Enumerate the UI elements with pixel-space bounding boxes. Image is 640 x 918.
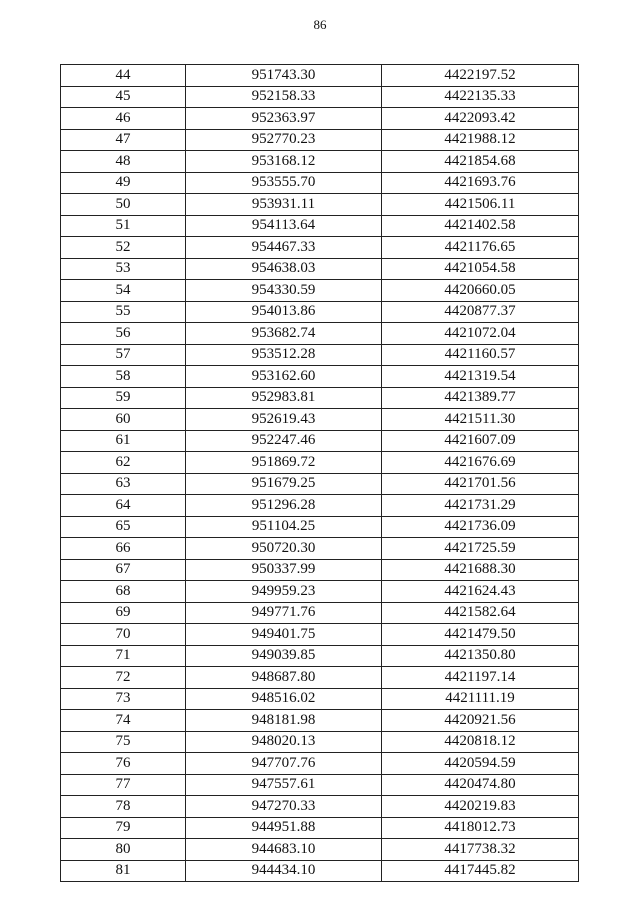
point-number-cell: 80 xyxy=(61,839,186,861)
table-row xyxy=(61,344,579,366)
x-coordinate-cell: 953682.74 xyxy=(186,323,382,345)
x-coordinate-cell: 952983.81 xyxy=(186,387,382,409)
x-coordinate-cell: 953162.60 xyxy=(186,366,382,388)
y-coordinate-cell: 4421479.50 xyxy=(382,624,579,646)
point-number-cell: 76 xyxy=(61,753,186,775)
x-coordinate-cell: 950337.99 xyxy=(186,559,382,581)
point-number-cell: 81 xyxy=(61,860,186,882)
point-number-cell: 44 xyxy=(61,65,186,87)
coordinates-table-body xyxy=(61,65,579,882)
table-row xyxy=(61,280,579,302)
point-number-cell: 54 xyxy=(61,280,186,302)
y-coordinate-cell: 4421319.54 xyxy=(382,366,579,388)
y-coordinate-cell: 4420219.83 xyxy=(382,796,579,818)
table-row xyxy=(61,65,579,87)
point-number-cell: 61 xyxy=(61,430,186,452)
x-coordinate-cell: 947270.33 xyxy=(186,796,382,818)
table-row xyxy=(61,796,579,818)
y-coordinate-cell: 4421688.30 xyxy=(382,559,579,581)
x-coordinate-cell: 949039.85 xyxy=(186,645,382,667)
point-number-cell: 62 xyxy=(61,452,186,474)
table-row xyxy=(61,409,579,431)
y-coordinate-cell: 4421736.09 xyxy=(382,516,579,538)
table-row xyxy=(61,839,579,861)
x-coordinate-cell: 953931.11 xyxy=(186,194,382,216)
x-coordinate-cell: 949959.23 xyxy=(186,581,382,603)
table-row xyxy=(61,774,579,796)
point-number-cell: 47 xyxy=(61,129,186,151)
y-coordinate-cell: 4421350.80 xyxy=(382,645,579,667)
y-coordinate-cell: 4421988.12 xyxy=(382,129,579,151)
y-coordinate-cell: 4421389.77 xyxy=(382,387,579,409)
y-coordinate-cell: 4420818.12 xyxy=(382,731,579,753)
page-number: 86 xyxy=(313,17,327,32)
table-row xyxy=(61,667,579,689)
table-row xyxy=(61,151,579,173)
y-coordinate-cell: 4421624.43 xyxy=(382,581,579,603)
x-coordinate-cell: 954638.03 xyxy=(186,258,382,280)
point-number-cell: 66 xyxy=(61,538,186,560)
point-number-cell: 74 xyxy=(61,710,186,732)
x-coordinate-cell: 949401.75 xyxy=(186,624,382,646)
x-coordinate-cell: 952363.97 xyxy=(186,108,382,130)
x-coordinate-cell: 944683.10 xyxy=(186,839,382,861)
y-coordinate-cell: 4421731.29 xyxy=(382,495,579,517)
point-number-cell: 58 xyxy=(61,366,186,388)
y-coordinate-cell: 4421854.68 xyxy=(382,151,579,173)
table-row xyxy=(61,323,579,345)
x-coordinate-cell: 954330.59 xyxy=(186,280,382,302)
table-row xyxy=(61,129,579,151)
table-row xyxy=(61,452,579,474)
x-coordinate-cell: 953555.70 xyxy=(186,172,382,194)
table-row xyxy=(61,688,579,710)
table-row xyxy=(61,430,579,452)
point-number-cell: 72 xyxy=(61,667,186,689)
x-coordinate-cell: 951743.30 xyxy=(186,65,382,87)
point-number-cell: 51 xyxy=(61,215,186,237)
y-coordinate-cell: 4421402.58 xyxy=(382,215,579,237)
point-number-cell: 59 xyxy=(61,387,186,409)
table-row xyxy=(61,473,579,495)
point-number-cell: 56 xyxy=(61,323,186,345)
table-row xyxy=(61,495,579,517)
point-number-cell: 68 xyxy=(61,581,186,603)
y-coordinate-cell: 4421582.64 xyxy=(382,602,579,624)
table-row xyxy=(61,817,579,839)
x-coordinate-cell: 944951.88 xyxy=(186,817,382,839)
point-number-cell: 78 xyxy=(61,796,186,818)
y-coordinate-cell: 4421111.19 xyxy=(382,688,579,710)
point-number-cell: 64 xyxy=(61,495,186,517)
y-coordinate-cell: 4421197.14 xyxy=(382,667,579,689)
table-row xyxy=(61,301,579,323)
table-row xyxy=(61,538,579,560)
x-coordinate-cell: 948687.80 xyxy=(186,667,382,689)
x-coordinate-cell: 951869.72 xyxy=(186,452,382,474)
point-number-cell: 71 xyxy=(61,645,186,667)
y-coordinate-cell: 4421506.11 xyxy=(382,194,579,216)
table-row xyxy=(61,86,579,108)
x-coordinate-cell: 951104.25 xyxy=(186,516,382,538)
x-coordinate-cell: 948516.02 xyxy=(186,688,382,710)
y-coordinate-cell: 4422093.42 xyxy=(382,108,579,130)
y-coordinate-cell: 4421676.69 xyxy=(382,452,579,474)
table-row xyxy=(61,602,579,624)
y-coordinate-cell: 4420660.05 xyxy=(382,280,579,302)
table-row xyxy=(61,366,579,388)
table-row xyxy=(61,731,579,753)
point-number-cell: 73 xyxy=(61,688,186,710)
point-number-cell: 65 xyxy=(61,516,186,538)
y-coordinate-cell: 4420877.37 xyxy=(382,301,579,323)
x-coordinate-cell: 948020.13 xyxy=(186,731,382,753)
table-row xyxy=(61,258,579,280)
point-number-cell: 53 xyxy=(61,258,186,280)
table-row xyxy=(61,108,579,130)
coordinates-table xyxy=(60,64,579,882)
x-coordinate-cell: 951296.28 xyxy=(186,495,382,517)
y-coordinate-cell: 4420921.56 xyxy=(382,710,579,732)
x-coordinate-cell: 950720.30 xyxy=(186,538,382,560)
point-number-cell: 67 xyxy=(61,559,186,581)
y-coordinate-cell: 4421701.56 xyxy=(382,473,579,495)
x-coordinate-cell: 953168.12 xyxy=(186,151,382,173)
x-coordinate-cell: 954013.86 xyxy=(186,301,382,323)
y-coordinate-cell: 4420474.80 xyxy=(382,774,579,796)
point-number-cell: 77 xyxy=(61,774,186,796)
table-row xyxy=(61,559,579,581)
table-row xyxy=(61,237,579,259)
point-number-cell: 52 xyxy=(61,237,186,259)
y-coordinate-cell: 4421725.59 xyxy=(382,538,579,560)
x-coordinate-cell: 954113.64 xyxy=(186,215,382,237)
y-coordinate-cell: 4421607.09 xyxy=(382,430,579,452)
point-number-cell: 57 xyxy=(61,344,186,366)
point-number-cell: 69 xyxy=(61,602,186,624)
y-coordinate-cell: 4421693.76 xyxy=(382,172,579,194)
point-number-cell: 46 xyxy=(61,108,186,130)
table-row xyxy=(61,516,579,538)
y-coordinate-cell: 4418012.73 xyxy=(382,817,579,839)
x-coordinate-cell: 952770.23 xyxy=(186,129,382,151)
table-row xyxy=(61,194,579,216)
point-number-cell: 60 xyxy=(61,409,186,431)
point-number-cell: 55 xyxy=(61,301,186,323)
table-row xyxy=(61,387,579,409)
y-coordinate-cell: 4421072.04 xyxy=(382,323,579,345)
table-row xyxy=(61,172,579,194)
point-number-cell: 70 xyxy=(61,624,186,646)
x-coordinate-cell: 949771.76 xyxy=(186,602,382,624)
y-coordinate-cell: 4422135.33 xyxy=(382,86,579,108)
x-coordinate-cell: 952247.46 xyxy=(186,430,382,452)
x-coordinate-cell: 947557.61 xyxy=(186,774,382,796)
y-coordinate-cell: 4421054.58 xyxy=(382,258,579,280)
point-number-cell: 48 xyxy=(61,151,186,173)
point-number-cell: 49 xyxy=(61,172,186,194)
y-coordinate-cell: 4417738.32 xyxy=(382,839,579,861)
y-coordinate-cell: 4422197.52 xyxy=(382,65,579,87)
x-coordinate-cell: 951679.25 xyxy=(186,473,382,495)
point-number-cell: 45 xyxy=(61,86,186,108)
table-row xyxy=(61,215,579,237)
x-coordinate-cell: 948181.98 xyxy=(186,710,382,732)
table-row xyxy=(61,753,579,775)
point-number-cell: 50 xyxy=(61,194,186,216)
x-coordinate-cell: 954467.33 xyxy=(186,237,382,259)
x-coordinate-cell: 944434.10 xyxy=(186,860,382,882)
point-number-cell: 63 xyxy=(61,473,186,495)
y-coordinate-cell: 4421511.30 xyxy=(382,409,579,431)
y-coordinate-cell: 4421176.65 xyxy=(382,237,579,259)
table-row xyxy=(61,710,579,732)
point-number-cell: 75 xyxy=(61,731,186,753)
table-row xyxy=(61,581,579,603)
y-coordinate-cell: 4417445.82 xyxy=(382,860,579,882)
y-coordinate-cell: 4420594.59 xyxy=(382,753,579,775)
x-coordinate-cell: 953512.28 xyxy=(186,344,382,366)
table-row xyxy=(61,645,579,667)
table-row xyxy=(61,624,579,646)
x-coordinate-cell: 947707.76 xyxy=(186,753,382,775)
y-coordinate-cell: 4421160.57 xyxy=(382,344,579,366)
x-coordinate-cell: 952619.43 xyxy=(186,409,382,431)
x-coordinate-cell: 952158.33 xyxy=(186,86,382,108)
point-number-cell: 79 xyxy=(61,817,186,839)
table-row xyxy=(61,860,579,882)
